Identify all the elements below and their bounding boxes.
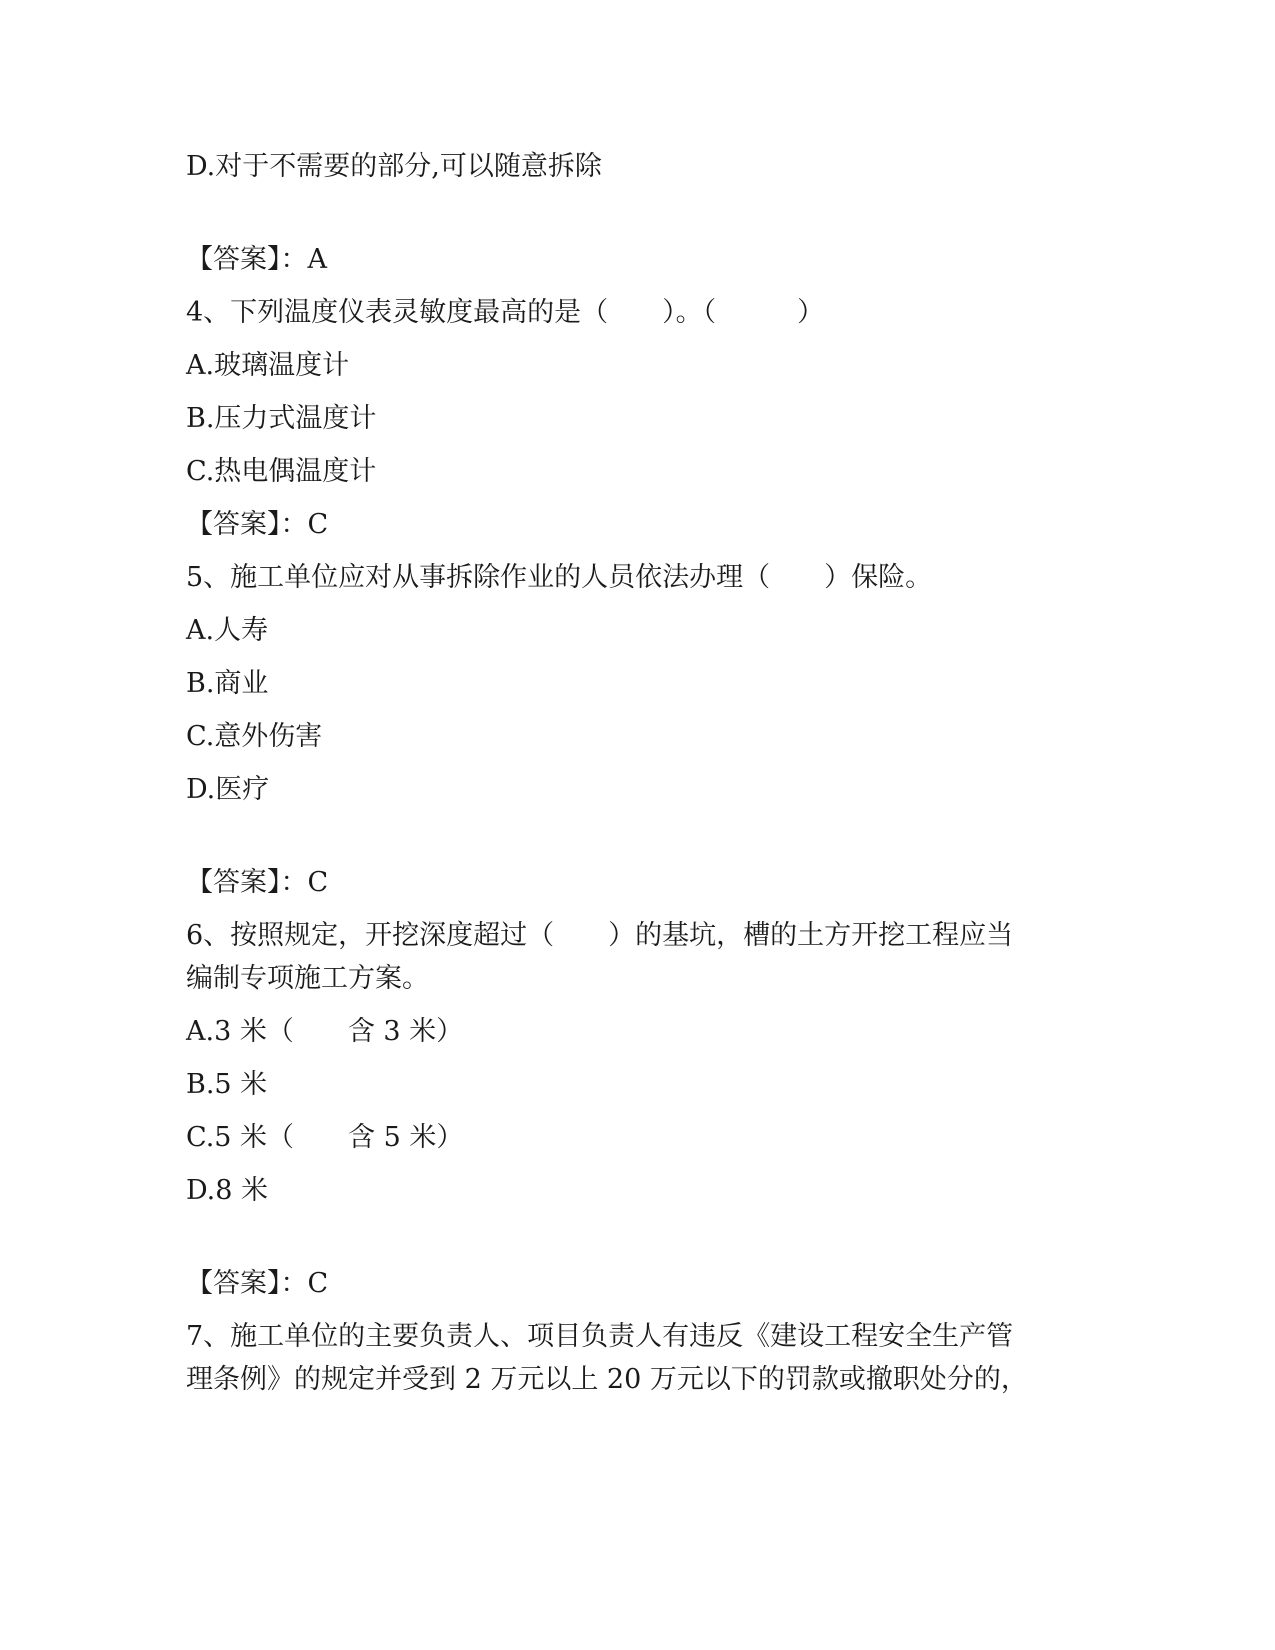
question-4: 4、下列温度仪表灵敏度最高的是（ ）。（ ）	[186, 297, 825, 328]
option-c-q6: C.5 米（ 含 5 米）	[186, 1122, 464, 1153]
answer-q6: 【答案】：C	[186, 1268, 329, 1299]
answer-q3: 【答案】：A	[186, 244, 327, 275]
answer-q4: 【答案】：C	[186, 509, 329, 540]
option-b-q4: B.压力式温度计	[186, 403, 377, 434]
question-6-line-1: 6、按照规定，开挖深度超过（ ）的基坑，槽的土方开挖工程应当	[186, 920, 1014, 951]
question-5: 5、施工单位应对从事拆除作业的人员依法办理（ ）保险。	[186, 562, 933, 593]
option-a-q6: A.3 米（ 含 3 米）	[186, 1016, 464, 1047]
answer-q5: 【答案】：C	[186, 867, 329, 898]
question-6-line-2: 编制专项施工方案。	[186, 963, 429, 994]
option-b-q6: B.5 米	[186, 1069, 268, 1100]
option-c-q4: C.热电偶温度计	[186, 456, 377, 487]
option-c-q5: C.意外伤害	[186, 721, 323, 752]
option-b-q5: B.商业	[186, 668, 269, 699]
option-d-q3: D.对于不需要的部分,可以随意拆除	[186, 151, 602, 182]
question-7-line-2: 理条例》的规定并受到 2 万元以上 20 万元以下的罚款或撤职处分的，	[186, 1364, 1028, 1395]
option-a-q5: A.人寿	[186, 615, 269, 646]
option-d-q6: D.8 米	[186, 1175, 269, 1206]
option-d-q5: D.医疗	[186, 774, 270, 805]
question-7-line-1: 7、施工单位的主要负责人、项目负责人有违反《建设工程安全生产管	[186, 1321, 1014, 1352]
option-a-q4: A.玻璃温度计	[186, 350, 350, 381]
